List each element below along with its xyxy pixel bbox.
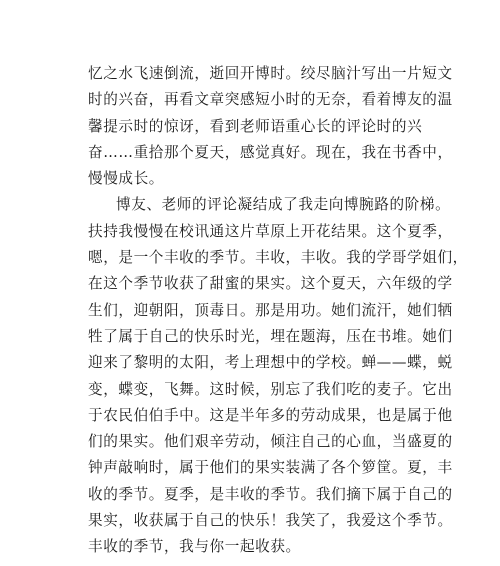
text-line: 在这个季节收获了甜蜜的果实。这个夏天，六年级的学 <box>88 275 453 293</box>
text-line: 于农民伯伯手中。这是半年多的劳动成果，也是属于他 <box>88 406 453 424</box>
text-line: 博友、老师的评论凝结成了我走向博腕路的阶梯。 <box>116 196 451 214</box>
text-line: 时的兴奋，再看文章突感短小时的无奈，看着博友的温 <box>88 91 453 109</box>
text-line: 奋……重拾那个夏天，感觉真好。现在，我在书香中， <box>88 143 453 161</box>
text-line: 牲了属于自己的快乐时光，埋在题海，压在书堆。她们 <box>88 327 453 345</box>
text-line: 忆之水飞速倒流，逝回开博时。绞尽脑汁写出一片短文 <box>88 65 453 82</box>
text-line: 嗯，是一个丰收的季节。丰收，丰收。我的学哥学姐们， <box>88 249 468 267</box>
text-line: 收的季节。夏季，是丰收的季节。我们摘下属于自己的 <box>88 485 453 503</box>
text-line: 生们，迎朝阳，顶毒日。那是用功。她们流汗，她们牺 <box>88 301 453 319</box>
text-line: 钟声敲响时，属于他们的果实装满了各个箩筐。夏，丰 <box>88 459 453 477</box>
text-line: 馨提示时的惊讶，看到老师语重心长的评论时的兴 <box>88 117 423 135</box>
text-line: 扶持我慢慢在校讯通这片草原上开花结果。这个夏季， <box>88 222 453 240</box>
text-line: 丰收的季节，我与你一起收获。 <box>88 538 301 556</box>
text-line: 变，蝶变，飞舞。这时候，别忘了我们吃的麦子。它出 <box>88 380 453 398</box>
text-line: 慢慢成长。 <box>88 170 164 188</box>
text-line: 果实，收获属于自己的快乐！我笑了，我爱这个季节。 <box>88 512 453 530</box>
article-text <box>88 61 468 561</box>
text-line: 迎来了黎明的太阳，考上理想中的学校。蝉——蝶，蜕 <box>88 354 453 372</box>
text-line: 们的果实。他们艰辛劳动，倾注自己的心血，当盛夏的 <box>88 433 453 451</box>
